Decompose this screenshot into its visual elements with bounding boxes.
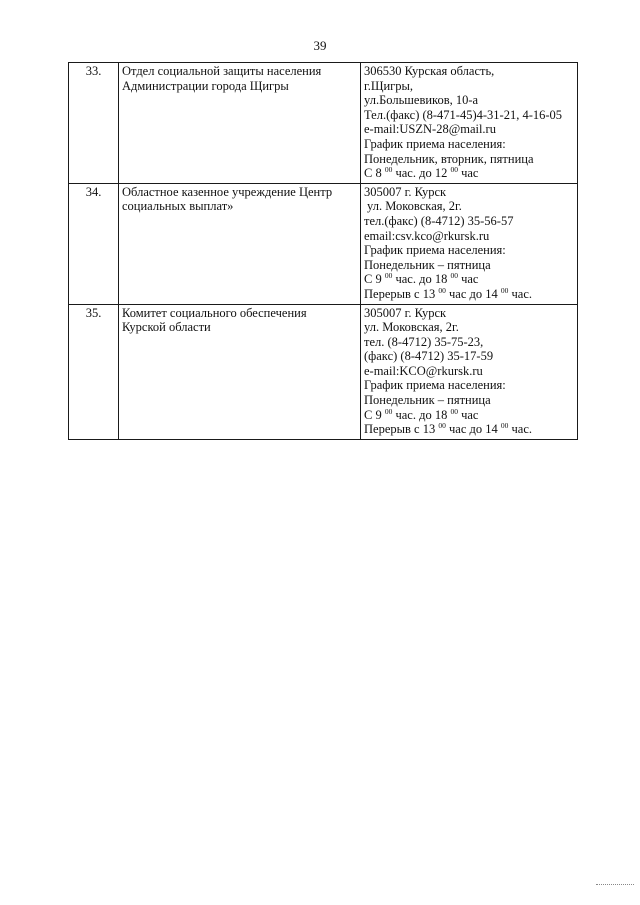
city: г.Щигры, — [364, 78, 414, 93]
phone: тел. (8-4712) 35-75-23, — [364, 334, 484, 349]
organization-name-line: Комитет социального обеспечения — [122, 305, 307, 320]
street: ул. Моковская, 2г. — [364, 320, 459, 335]
row-number: 35. — [69, 304, 119, 439]
schedule-days: Понедельник, вторник, пятница — [364, 151, 534, 166]
street: ул.Большевиков, 10-а — [364, 93, 479, 108]
contact-details — [361, 183, 578, 304]
fax: (факс) (8-4712) 35-17-59 — [364, 349, 494, 364]
scan-mark — [596, 884, 634, 885]
email-link[interactable]: e-mail:KCO@rkursk.ru — [364, 363, 483, 378]
schedule-break: Перерыв с 13 $^{00}$ час до 14 $^{00}$ час. — [364, 421, 532, 437]
row-number: 34. — [69, 183, 119, 304]
contact-details — [361, 304, 578, 439]
contacts-table — [68, 62, 578, 440]
organization-name-line: Администрации города Щигры — [122, 78, 289, 93]
address: 305007 г. Курск — [364, 305, 447, 320]
table-row — [69, 63, 578, 184]
schedule-hours: С 9 $^{00}$ час. до 18 $^{00}$ час — [364, 271, 479, 287]
table-row — [69, 183, 578, 304]
street: ул. Моковская, 2г. — [367, 199, 462, 214]
page-number: 39 — [313, 38, 327, 53]
table-row — [69, 304, 578, 439]
organization-name-line: Областное казенное учреждение Центр — [122, 184, 333, 199]
organization-name-line: Курской области — [122, 320, 211, 335]
schedule-label: График приема населения: — [364, 243, 506, 258]
row-number: 33. — [69, 63, 119, 184]
organization-name — [119, 183, 361, 304]
phone: Тел.(факс) (8-471-45)4-31-21, 4-16-05 — [364, 107, 563, 122]
schedule-days: Понедельник – пятница — [364, 393, 491, 408]
organization-name — [119, 63, 361, 184]
schedule-label: График приема населения: — [364, 136, 506, 151]
email-link[interactable]: email:csv.kco@rkursk.ru — [364, 228, 490, 243]
organization-name-line: социальных выплат» — [122, 199, 234, 214]
address: 305007 г. Курск — [364, 184, 447, 199]
organization-name-line: Отдел социальной защиты населения — [122, 64, 322, 78]
organization-name — [119, 304, 361, 439]
address: 306530 Курская область, — [364, 64, 495, 78]
schedule-days: Понедельник – пятница — [364, 257, 491, 272]
contact-details — [361, 63, 578, 184]
schedule-label: График приема населения: — [364, 378, 506, 393]
phone: тел.(факс) (8-4712) 35-56-57 — [364, 213, 514, 228]
schedule-break: Перерыв с 13 $^{00}$ час до 14 $^{00}$ час. — [364, 285, 532, 301]
schedule-hours: С 8 $^{00}$ час. до 12 $^{00}$ час — [364, 165, 479, 181]
email-link[interactable]: e-mail:USZN-28@mail.ru — [364, 122, 496, 137]
schedule-hours: С 9 $^{00}$ час. до 18 $^{00}$ час — [364, 406, 479, 422]
